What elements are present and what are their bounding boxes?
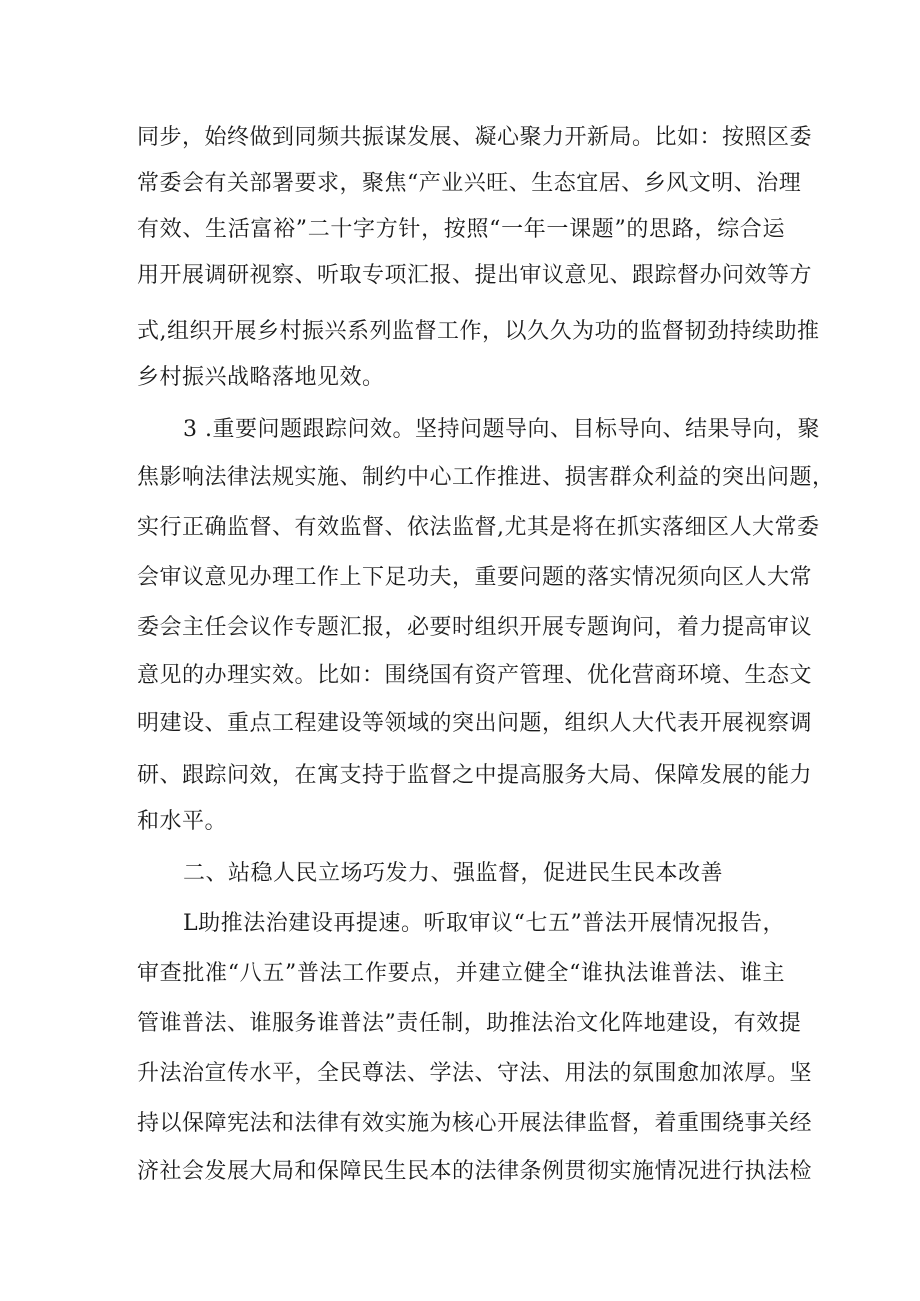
text-line: 升法治宣传水平，全民尊法、学法、守法、用法的氛围愈加浓厚。坚: [137, 1061, 813, 1086]
text-line: L助推法治建设再提速。听取审议“七五”普法开展情况报告，: [183, 911, 785, 936]
text-line: 式,组织开展乡村振兴系列监督工作，以久久为功的监督韧劲持续助推: [137, 319, 820, 344]
text-line: 委会主任会议作专题汇报，必要时组织开展专题询问，着力提高审议: [137, 615, 813, 640]
section-heading: 二、站稳人民立场巧发力、强监督，促进民生民本改善: [183, 861, 724, 886]
text-line: 研、跟踪问效，在寓支持于监督之中提高服务大局、保障发展的能力: [137, 763, 813, 788]
text-line: 常委会有关部署要求，聚焦“产业兴旺、生态宜居、乡风文明、治理: [137, 171, 802, 196]
text-line: 明建设、重点工程建设等领域的突出问题，组织人大代表开展视察调: [137, 711, 813, 736]
text-line: 会审议意见办理工作上下足功夫，重要问题的落实情况须向区人大常: [137, 565, 813, 590]
text-line: 意见的办理实效。比如：围绕国有资产管理、优化营商环境、生态文: [137, 663, 813, 688]
text-line: 持以保障宪法和法律有效实施为核心开展法律监督，着重围绕事关经: [137, 1111, 813, 1136]
text-line: 焦影响法律法规实施、制约中心工作推进、损害群众利益的突出问题，: [137, 465, 835, 490]
text-line: 3 .重要问题跟踪问效。坚持问题导向、目标导向、结果导向，聚: [183, 417, 820, 442]
text-line: 有效、生活富裕”二十字方针，按照“一年一课题”的思路，综合运: [137, 217, 785, 242]
text-line: 济社会发展大局和保障民生民本的法律条例贯彻实施情况进行执法检: [137, 1159, 813, 1184]
text-line: 用开展调研视察、听取专项汇报、提出审议意见、跟踪督办问效等方: [137, 263, 813, 288]
text-line: 同步，始终做到同频共振谋发展、凝心聚力开新局。比如：按照区委: [137, 125, 813, 150]
text-line: 管谁普法、谁服务谁普法”责任制，助推法治文化阵地建设，有效提: [137, 1011, 802, 1036]
text-line: 乡村振兴战略落地见效。: [137, 365, 385, 390]
text-line: 实行正确监督、有效监督、依法监督,尤其是将在抓实落细区人大常委: [137, 515, 820, 540]
text-line: 审查批准“八五”普法工作要点，并建立健全“谁执法谁普法、谁主: [137, 961, 785, 986]
text-line: 和水平。: [137, 809, 228, 834]
